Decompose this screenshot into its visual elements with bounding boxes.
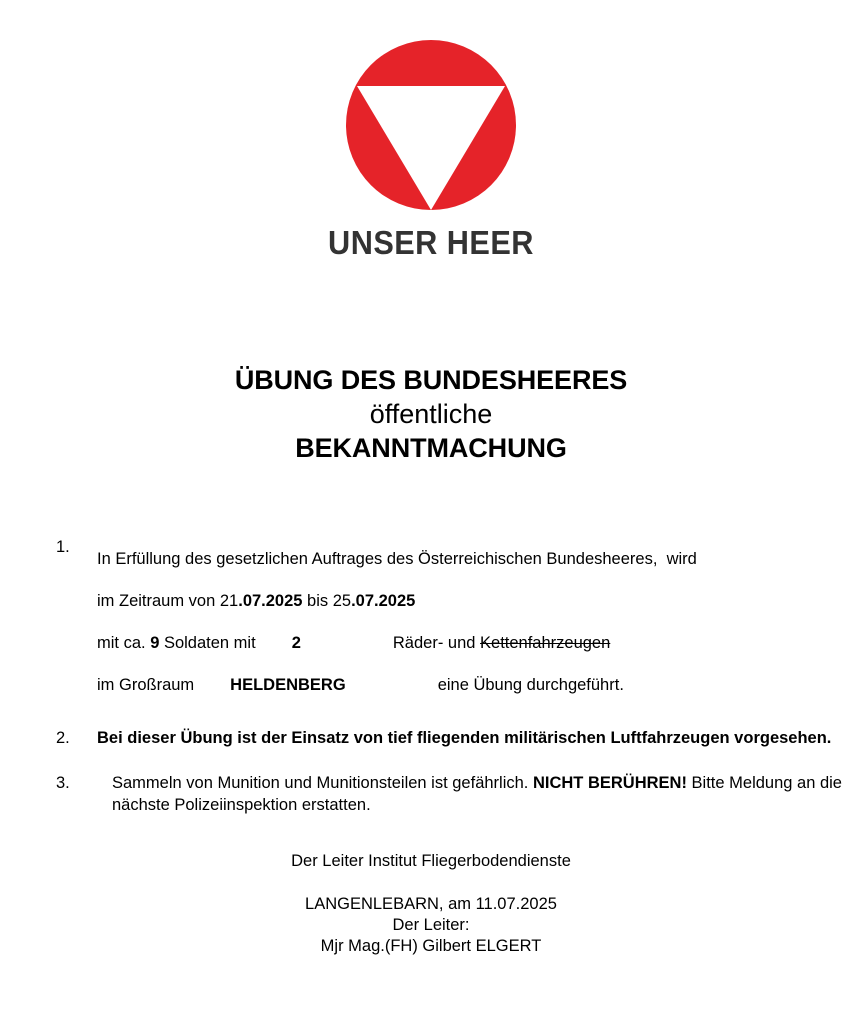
soldiers-count: 9	[150, 634, 160, 652]
title-line-announcement: BEKANNTMACHUNG	[295, 433, 567, 464]
area-label-post: eine Übung durchgeführt.	[437, 676, 624, 694]
title-line-public: öffentliche	[369, 399, 493, 430]
austrian-armed-forces-emblem-icon	[345, 38, 517, 212]
item-1-marker: 1.	[56, 538, 70, 556]
period-label: im Zeitraum von	[97, 592, 220, 610]
start-date-rest: .07.2025	[238, 592, 303, 610]
item-1-line-1	[97, 538, 862, 580]
period-separator: bis	[302, 592, 333, 610]
announcement-item-3	[0, 772, 862, 816]
signature-leader-label: Der Leiter:	[392, 916, 470, 934]
announcement-body	[0, 538, 862, 816]
signature-place-date: LANGENLEBARN, am 11.07.2025	[305, 895, 557, 913]
end-date-day: 25	[332, 592, 352, 610]
area-label: im Großraum	[97, 676, 195, 694]
announcement-item-2	[0, 727, 862, 749]
item-3-warning: NICHT BERÜHREN!	[532, 774, 687, 792]
item-1-line-2	[97, 580, 862, 622]
signatory-name: Mjr Mag.(FH) Gilbert ELGERT	[320, 937, 542, 955]
vehicles-count: 2	[291, 634, 301, 652]
end-date-rest: .07.2025	[351, 592, 416, 610]
item-1-line-4	[97, 664, 862, 706]
title-line-exercise: ÜBUNG DES BUNDESHEERES	[234, 365, 628, 395]
item-2-marker: 2.	[56, 729, 70, 747]
signature-block	[0, 851, 862, 957]
vehicles-type-struck: Kettenfahrzeugen	[480, 634, 611, 652]
item-1-line-3	[97, 622, 862, 664]
item-3-text-pre: Sammeln von Munition und Munitionsteilen ist gefährlich.	[112, 774, 533, 792]
soldiers-label-cont: Soldaten mit	[159, 634, 256, 652]
signatory-role: Der Leiter Institut Fliegerbodendienste	[291, 852, 571, 870]
page-title	[0, 363, 862, 465]
soldiers-label: mit ca.	[97, 634, 151, 652]
area-name: HELDENBERG	[230, 676, 346, 694]
organization-logo	[0, 38, 862, 259]
start-date-day: 21	[219, 592, 239, 610]
item-2-text: Bei dieser Übung ist der Einsatz von tief fliegenden militärischen Luftfahrzeugen vorgesehen.	[97, 729, 832, 747]
item-1-line-1-text: In Erfüllung des gesetzlichen Auftrages des Österreichischen Bundesheeres, wird	[97, 550, 697, 568]
vehicles-type-label: Räder- und	[392, 634, 481, 652]
item-3-text-post: Bitte Meldung an die nächste Polizeiinspektion erstatten.	[112, 774, 842, 814]
logo-wordmark: UNSER HEER	[328, 224, 534, 261]
item-3-marker: 3.	[56, 774, 70, 792]
announcement-item-1	[0, 538, 862, 706]
